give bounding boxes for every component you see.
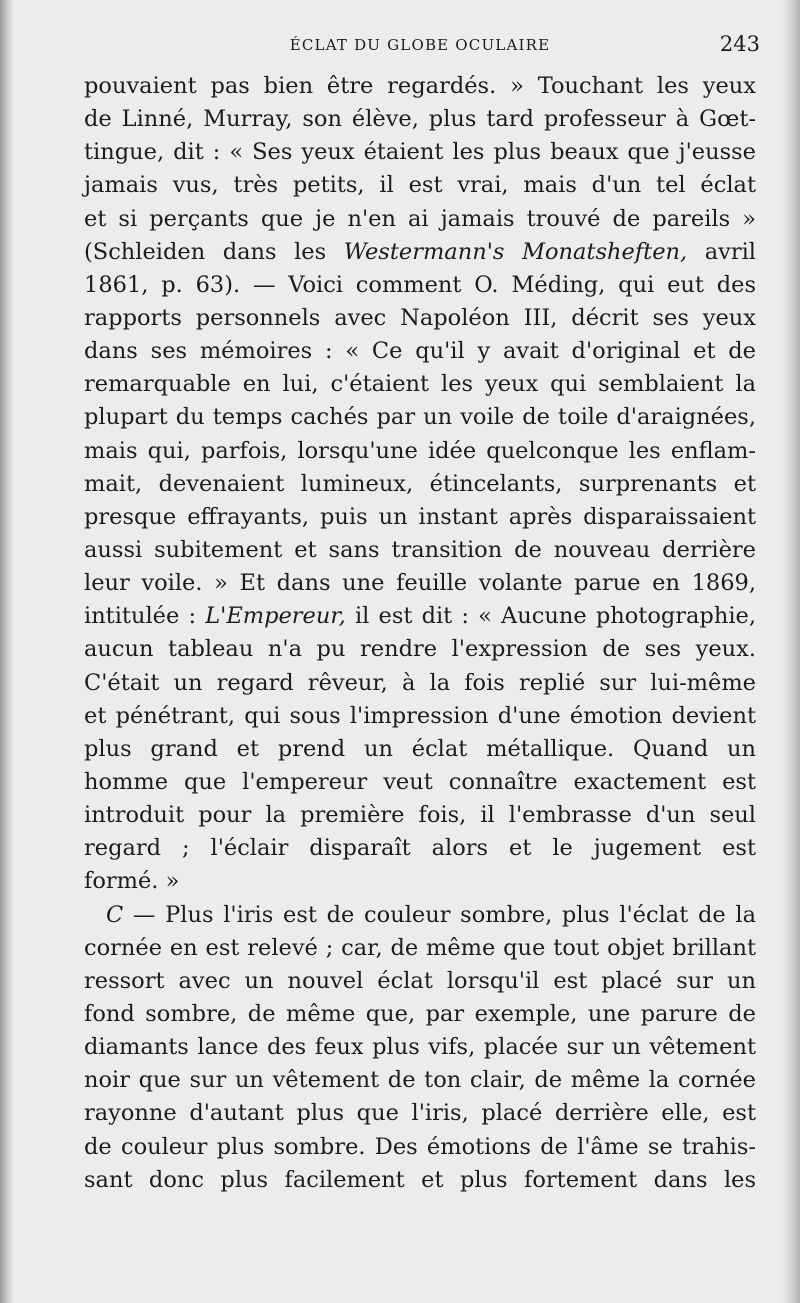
text-line: mais qui, parfois, lorsqu'une idée quelconque les enflam-: [84, 437, 756, 464]
text-line: rapports personnels avec Napoléon III, décrit ses yeux: [84, 304, 756, 331]
text-line: noir que sur un vêtement de ton clair, de même la cornée: [84, 1067, 756, 1094]
text-line: et si perçants que je n'en ai jamais trouvé de pareils »: [84, 205, 756, 232]
text-line: jamais vus, très petits, il est vrai, mais d'un tel éclat: [84, 172, 756, 199]
body-text: [84, 70, 756, 1197]
page-number: 243: [719, 32, 760, 56]
text-line: C'était un regard rêveur, à la fois replié sur lui-même: [84, 669, 756, 696]
text-segment: avril: [687, 238, 756, 265]
text-line: aussi subitement et sans transition de nouveau derrière: [84, 536, 756, 563]
text-line: plupart du temps cachés par un voile de toile d'araignées,: [84, 404, 756, 431]
text-line: formé. »: [84, 868, 180, 895]
text-line: homme que l'empereur veut connaître exactement est: [84, 768, 756, 795]
italic-text: C: [106, 901, 124, 928]
text-line: pouvaient pas bien être regardés. » Touchant les yeux: [84, 73, 756, 99]
text-line: [84, 600, 756, 633]
text-line: [84, 236, 756, 269]
text-line: tingue, dit : « Ses yeux étaient les plus beaux que j'eusse: [84, 139, 756, 166]
text-line: [84, 899, 756, 932]
text-line: fond sombre, de même que, par exemple, une parure de: [84, 1000, 756, 1027]
text-segment: il est dit : « Aucune photographie,: [345, 603, 756, 630]
italic-text: Westermann's Monatsheften,: [343, 238, 688, 265]
text-line: presque effrayants, puis un instant après disparaissaient: [84, 503, 756, 530]
text-line: cornée en est relevé ; car, de même que tout objet brillant: [84, 934, 756, 961]
text-line: et pénétrant, qui sous l'impression d'une émotion devient: [84, 702, 756, 729]
text-line: aucun tableau n'a pu rendre l'expression de ses yeux.: [84, 636, 756, 663]
text-line: regard ; l'éclair disparaît alors et le jugement est: [84, 835, 756, 862]
page-edge-shadow: [780, 0, 800, 1303]
page-header: [80, 32, 760, 62]
text-line: 1861, p. 63). — Voici comment O. Méding, qui eut des: [84, 271, 756, 298]
text-line: ressort avec un nouvel éclat lorsqu'il est placé sur un: [84, 967, 756, 994]
text-segment: — Plus l'iris est de couleur sombre, plus l'éclat de la: [123, 901, 756, 928]
text-segment: (Schleiden dans les: [84, 238, 344, 265]
text-segment: intitulée :: [84, 603, 206, 630]
text-line: sant donc plus facilement et plus fortement dans les: [84, 1166, 756, 1193]
text-line: mait, devenaient lumineux, étincelants, surprenants et: [84, 470, 756, 497]
text-line: de Linné, Murray, son élève, plus tard professeur à Gœt-: [84, 106, 756, 133]
text-line: diamants lance des feux plus vifs, placée sur un vêtement: [84, 1034, 756, 1061]
text-line: leur voile. » Et dans une feuille volante parue en 1869,: [84, 570, 756, 597]
text-line: introduit pour la première fois, il l'embrasse d'un seul: [84, 802, 756, 829]
running-title: ÉCLAT DU GLOBE OCULAIRE: [289, 36, 551, 54]
text-line: dans ses mémoires : « Ce qu'il y avait d'original et de: [84, 338, 756, 365]
text-line: de couleur plus sombre. Des émotions de l'âme se trahis-: [84, 1133, 756, 1160]
text-line: plus grand et prend un éclat métallique. Quand un: [84, 735, 756, 762]
text-line: remarquable en lui, c'étaient les yeux qui semblaient la: [84, 371, 756, 398]
italic-text: L'Empereur,: [205, 603, 346, 630]
page-gutter-shadow: [0, 0, 14, 1303]
text-line: rayonne d'autant plus que l'iris, placé derrière elle, est: [84, 1100, 756, 1127]
